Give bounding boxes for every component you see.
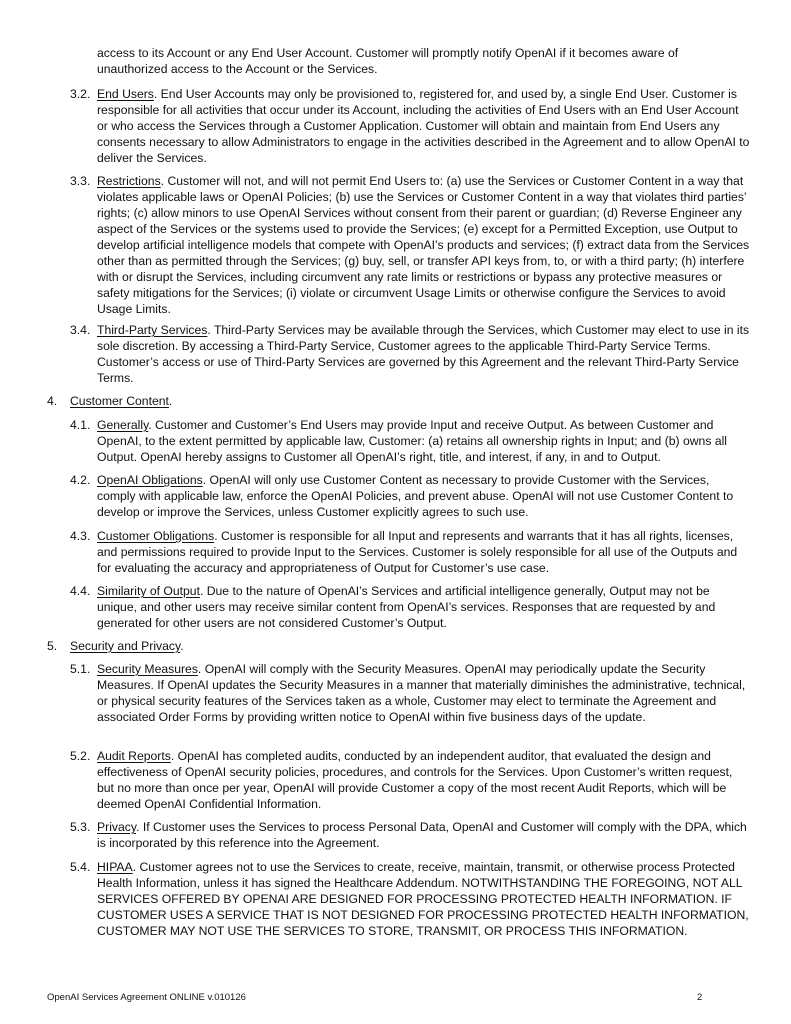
section-title: Security Measures — [97, 662, 198, 676]
section-body — [97, 86, 750, 166]
section-number: 5.2. — [70, 749, 91, 763]
section-title: Customer Obligations — [97, 529, 215, 543]
section-body — [97, 748, 750, 812]
section-4-4 — [70, 583, 750, 631]
section-text: . — [168, 394, 173, 408]
section-text: . OpenAI will comply with the Security Measures. OpenAI may periodically update the Security Measures. If OpenAI updates the Security Measures in a manner that materially diminishes the administrative, technical, or physical security features of the Services taken as a whole, Customer may elect to terminate the Agreement and associated Order Forms by providing written notice to OpenAI within five business days of the update. — [97, 662, 746, 724]
footer-page-number: 2 — [697, 992, 703, 1003]
section-title: End Users — [97, 87, 154, 101]
section-number: 3.2. — [70, 87, 91, 101]
section-body — [70, 393, 747, 409]
section-title: Audit Reports — [97, 749, 171, 763]
section-text: . Customer agrees not to use the Services to create, receive, maintain, transmit, or otherwise process Protected Health Information, unless it has signed the Healthcare Addendum. NOTWITHSTANDING THE FOREGOING, NOT ALL SERVICES OFFERED BY OPENAI ARE DESIGNED FOR PROCESSING PROTECTED HEALTH INFORMATION. IF CUSTOMER USES A SERVICE THAT IS NOT DESIGNED FOR PROCESSING PROTECTED HEALTH INFORMATION, CUSTOMER MAY NOT USE THE SERVICES TO STORE, TRANSMIT, OR PROCESS THIS INFORMATION. — [97, 860, 749, 938]
section-title: HIPAA — [97, 860, 133, 874]
section-text: . Third-Party Services may be available through the Services, which Customer may elect to use in its sole discretion. By accessing a Third-Party Service, Customer agrees to the applicable Third-Party Service Terms. Customer’s access or use of Third-Party Services are governed by this Agreement and the relevant Third-Party Service Terms. — [97, 323, 750, 385]
section-number: 5. — [47, 639, 58, 653]
continuation-paragraph: access to its Account or any End User Account. Customer will promptly notify OpenAI if it becomes aware of unauthorized access to the Account or the Services. — [97, 46, 679, 76]
section-text: . OpenAI has completed audits, conducted by an independent auditor, that evaluated the design and effectiveness of OpenAI security policies, procedures, and controls for the Services. Upon Customer’s written request, but no more than once per year, OpenAI will provide Customer a copy of the most recent Audit Reports, which will be deemed OpenAI Confidential Information. — [97, 749, 733, 811]
section-3-2 — [70, 86, 750, 166]
section-number: 5.1. — [70, 662, 91, 676]
section-body — [97, 322, 750, 386]
section-text: . Due to the nature of OpenAI’s Services and artificial intelligence generally, Output may not be unique, and other users may receive similar content from OpenAI’s services. Responses that are requested by and generated for other users are not considered Customer’s Output. — [97, 584, 716, 630]
section-3-4 — [70, 322, 750, 386]
section-number: 4. — [47, 394, 58, 408]
section-4 — [47, 393, 747, 409]
section-4-1 — [70, 417, 750, 465]
section-5-2 — [70, 748, 750, 812]
section-number: 5.3. — [70, 820, 91, 834]
section-number: 4.3. — [70, 529, 91, 543]
section-5-1 — [70, 661, 750, 725]
section-5-3 — [70, 819, 750, 851]
section-body — [97, 859, 750, 939]
section-3-3 — [70, 173, 750, 317]
section-body — [97, 583, 750, 631]
section-number: 5.4. — [70, 860, 91, 874]
section-body — [70, 638, 747, 654]
section-number: 4.2. — [70, 473, 91, 487]
section-4-3 — [70, 528, 750, 576]
section-number: 3.4. — [70, 323, 91, 337]
section-body — [97, 661, 750, 725]
section-text: . Customer and Customer’s End Users may provide Input and receive Output. As between Customer and OpenAI, to the extent permitted by applicable law, Customer: (a) retains all ownership rights in Input; and (b) owns all Output. OpenAI hereby assigns to Customer all OpenAI’s right, title, and interest, if any, in and to Output. — [97, 418, 728, 464]
section-number: 4.1. — [70, 418, 91, 432]
section-title: OpenAI Obligations — [97, 473, 203, 487]
section-title: Third-Party Services — [97, 323, 208, 337]
section-body — [97, 173, 750, 317]
section-title: Restrictions — [97, 174, 161, 188]
section-title: Security and Privacy — [70, 639, 181, 653]
section-body — [97, 417, 750, 465]
section-title: Generally — [97, 418, 149, 432]
section-body — [97, 819, 750, 851]
section-5-4 — [70, 859, 750, 939]
footer-document-title: OpenAI Services Agreement ONLINE v.010126 — [47, 992, 246, 1003]
section-text: . If Customer uses the Services to process Personal Data, OpenAI and Customer will comply with the DPA, which is incorporated by this reference into the Agreement. — [97, 820, 747, 850]
section-text: . OpenAI will only use Customer Content as necessary to provide Customer with the Services, comply with applicable law, enforce the OpenAI Policies, and prevent abuse. OpenAI will not use Customer Content to develop or improve the Services, unless Customer explicitly agrees to such use. — [97, 473, 734, 519]
section-5 — [47, 638, 747, 654]
section-title: Privacy — [97, 820, 137, 834]
section-text: . End User Accounts may only be provisioned to, registered for, and used by, a single End User. Customer is responsible for all activities that occur under its Account, including the activities of End Users with an End User Account or who access the Services through a Customer Application. Customer will obtain and maintain from End Users any consents necessary to allow Administrators to engage in the activities described in the Agreement and to allow OpenAI to deliver the Services. — [97, 87, 750, 165]
section-body — [97, 528, 750, 576]
section-number: 4.4. — [70, 584, 91, 598]
section-4-2 — [70, 472, 750, 520]
section-number: 3.3. — [70, 174, 91, 188]
section-title: Customer Content — [70, 394, 169, 408]
section-text: . Customer will not, and will not permit End Users to: (a) use the Services or Customer Content in a way that violates applicable laws or OpenAI Policies; (b) use the Services or Customer Content in a way that violates third parties’ rights; (c) allow minors to use OpenAI Services without consent from their parent or guardian; (d) Reverse Engineer any aspect of the Services or the systems used to provide the Services; (e) except for a Permitted Exception, use Output to develop artificial intelligence models that compete with OpenAI’s products and services; (f) extract data from the Services other than as permitted through the Services; (g) buy, sell, or transfer API keys from, to, or with a third party; (h) interfere with or disrupt the Services, including circumvent any rate limits or restrictions or bypass any protective measures or safety mitigations for the Services; (i) violate or circumvent Usage Limits or otherwise configure the Services to avoid Usage Limits. — [97, 174, 750, 316]
section-body — [97, 472, 750, 520]
section-text: . Customer is responsible for all Input and represents and warrants that it has all rights, licenses, and permissions required to provide Input to the Services. Customer is solely responsible for all use of the Outputs and for evaluating the accuracy and appropriateness of Output for Customer’s use case. — [97, 529, 738, 575]
section-title: Similarity of Output — [97, 584, 200, 598]
section-text: . — [180, 639, 184, 653]
